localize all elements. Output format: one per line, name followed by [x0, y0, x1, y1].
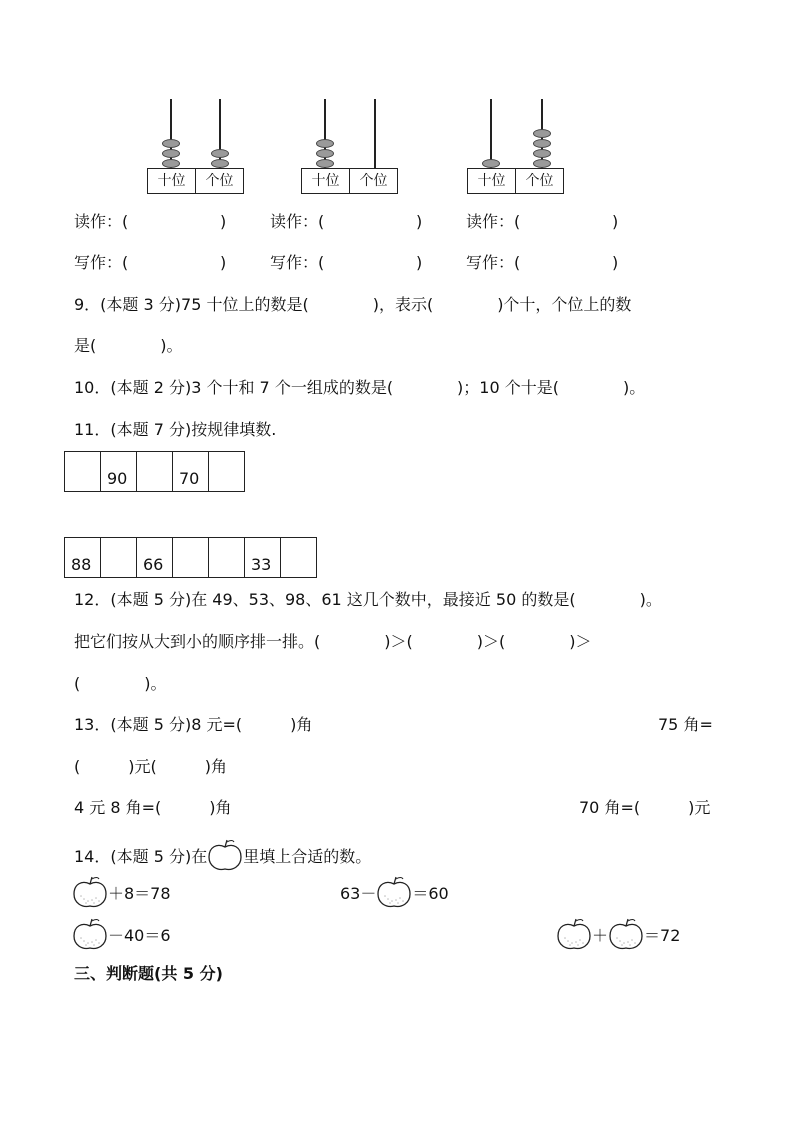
q11-line1: 11．(本题 7 分)按规律填数.	[74, 420, 277, 439]
equation-1	[72, 875, 171, 909]
sequence-cell[interactable]	[101, 538, 137, 578]
tens-label: 十位	[477, 173, 506, 189]
apple-icon[interactable]	[608, 917, 644, 951]
apple-icon[interactable]	[556, 917, 592, 951]
bead	[533, 139, 551, 148]
write-label-2: 写作：(	[270, 253, 325, 272]
q13-line1-right: 75 角=	[658, 715, 713, 734]
eq1-text: ＋8＝78	[108, 884, 171, 903]
place-value-box	[147, 168, 244, 194]
read-label-1: 读作：(	[74, 212, 129, 231]
q14-line1	[74, 838, 371, 872]
section-heading: 三、判断题(共 5 分)	[74, 964, 223, 983]
sequence-cell[interactable]	[209, 538, 245, 578]
tens-label: 十位	[157, 173, 186, 189]
q13-line1: 13．(本题 5 分)8 元=( )角	[74, 715, 313, 734]
bead	[533, 129, 551, 138]
q12-line1: 12．(本题 5 分)在 49、53、98、61 这几个数中，最接近 50 的数是( )。	[74, 590, 662, 609]
eq2-right-text: ＝60	[412, 884, 449, 903]
eq3-text: －40＝6	[108, 926, 171, 945]
read-close-2: )	[416, 212, 423, 231]
sequence-cell: 88	[65, 538, 101, 578]
q12-line2: 把它们按从大到小的顺序排一排。( )＞( )＞( )＞	[74, 632, 592, 651]
write-close-1: )	[220, 253, 227, 272]
ones-label: 个位	[515, 169, 563, 193]
sequence-cell: 90	[101, 452, 137, 492]
sequence-cell[interactable]	[137, 452, 173, 492]
apple-icon	[207, 838, 243, 872]
q13-line3: 4 元 8 角=( )角	[74, 798, 232, 817]
bead	[533, 159, 551, 168]
read-label-3: 读作：(	[466, 212, 521, 231]
bead	[533, 149, 551, 158]
sequence-cell: 70	[173, 452, 209, 492]
apple-icon[interactable]	[72, 875, 108, 909]
q14-prefix: 14．(本题 5 分)在	[74, 847, 208, 866]
q13-line2: ( )元( )角	[74, 757, 227, 776]
sequence-cell: 33	[245, 538, 281, 578]
write-close-2: )	[416, 253, 423, 272]
bead	[482, 159, 500, 168]
q9-line1: 9．(本题 3 分)75 十位上的数是( )，表示( )个十，个位上的数	[74, 295, 632, 314]
q9-line2: 是( )。	[74, 336, 183, 355]
ones-rod	[374, 99, 376, 169]
place-value-box	[467, 168, 564, 194]
apple-icon[interactable]	[376, 875, 412, 909]
sequence-table-1	[64, 451, 245, 492]
sequence-cell: 66	[137, 538, 173, 578]
write-close-3: )	[612, 253, 619, 272]
sequence-table-2	[64, 537, 317, 578]
sequence-cell[interactable]	[281, 538, 317, 578]
apple-icon[interactable]	[72, 917, 108, 951]
eq4-mid-text: ＋	[592, 926, 609, 945]
sequence-cell[interactable]	[65, 452, 101, 492]
read-close-1: )	[220, 212, 227, 231]
bead	[211, 149, 229, 158]
read-label-2: 读作：(	[270, 212, 325, 231]
bead	[162, 159, 180, 168]
bead	[316, 149, 334, 158]
ones-label: 个位	[195, 169, 243, 193]
write-label-1: 写作：(	[74, 253, 129, 272]
eq4-right-text: ＝72	[644, 926, 681, 945]
tens-label: 十位	[311, 173, 340, 189]
read-close-3: )	[612, 212, 619, 231]
eq2-left-text: 63－	[340, 884, 377, 903]
bead	[162, 139, 180, 148]
q12-line3: ( )。	[74, 674, 167, 693]
write-label-3: 写作：(	[466, 253, 521, 272]
sequence-cell[interactable]	[209, 452, 245, 492]
q14-suffix: 里填上合适的数。	[243, 847, 372, 866]
q10-line1: 10．(本题 2 分)3 个十和 7 个一组成的数是( )；10 个十是( )。	[74, 378, 646, 397]
bead	[162, 149, 180, 158]
ones-label: 个位	[349, 169, 397, 193]
equation-2	[340, 875, 449, 909]
place-value-box	[301, 168, 398, 194]
equation-3	[72, 917, 171, 951]
equation-4	[556, 917, 680, 951]
bead	[316, 139, 334, 148]
bead	[316, 159, 334, 168]
q13-line3-right: 70 角=( )元	[579, 798, 711, 817]
sequence-cell[interactable]	[173, 538, 209, 578]
bead	[211, 159, 229, 168]
